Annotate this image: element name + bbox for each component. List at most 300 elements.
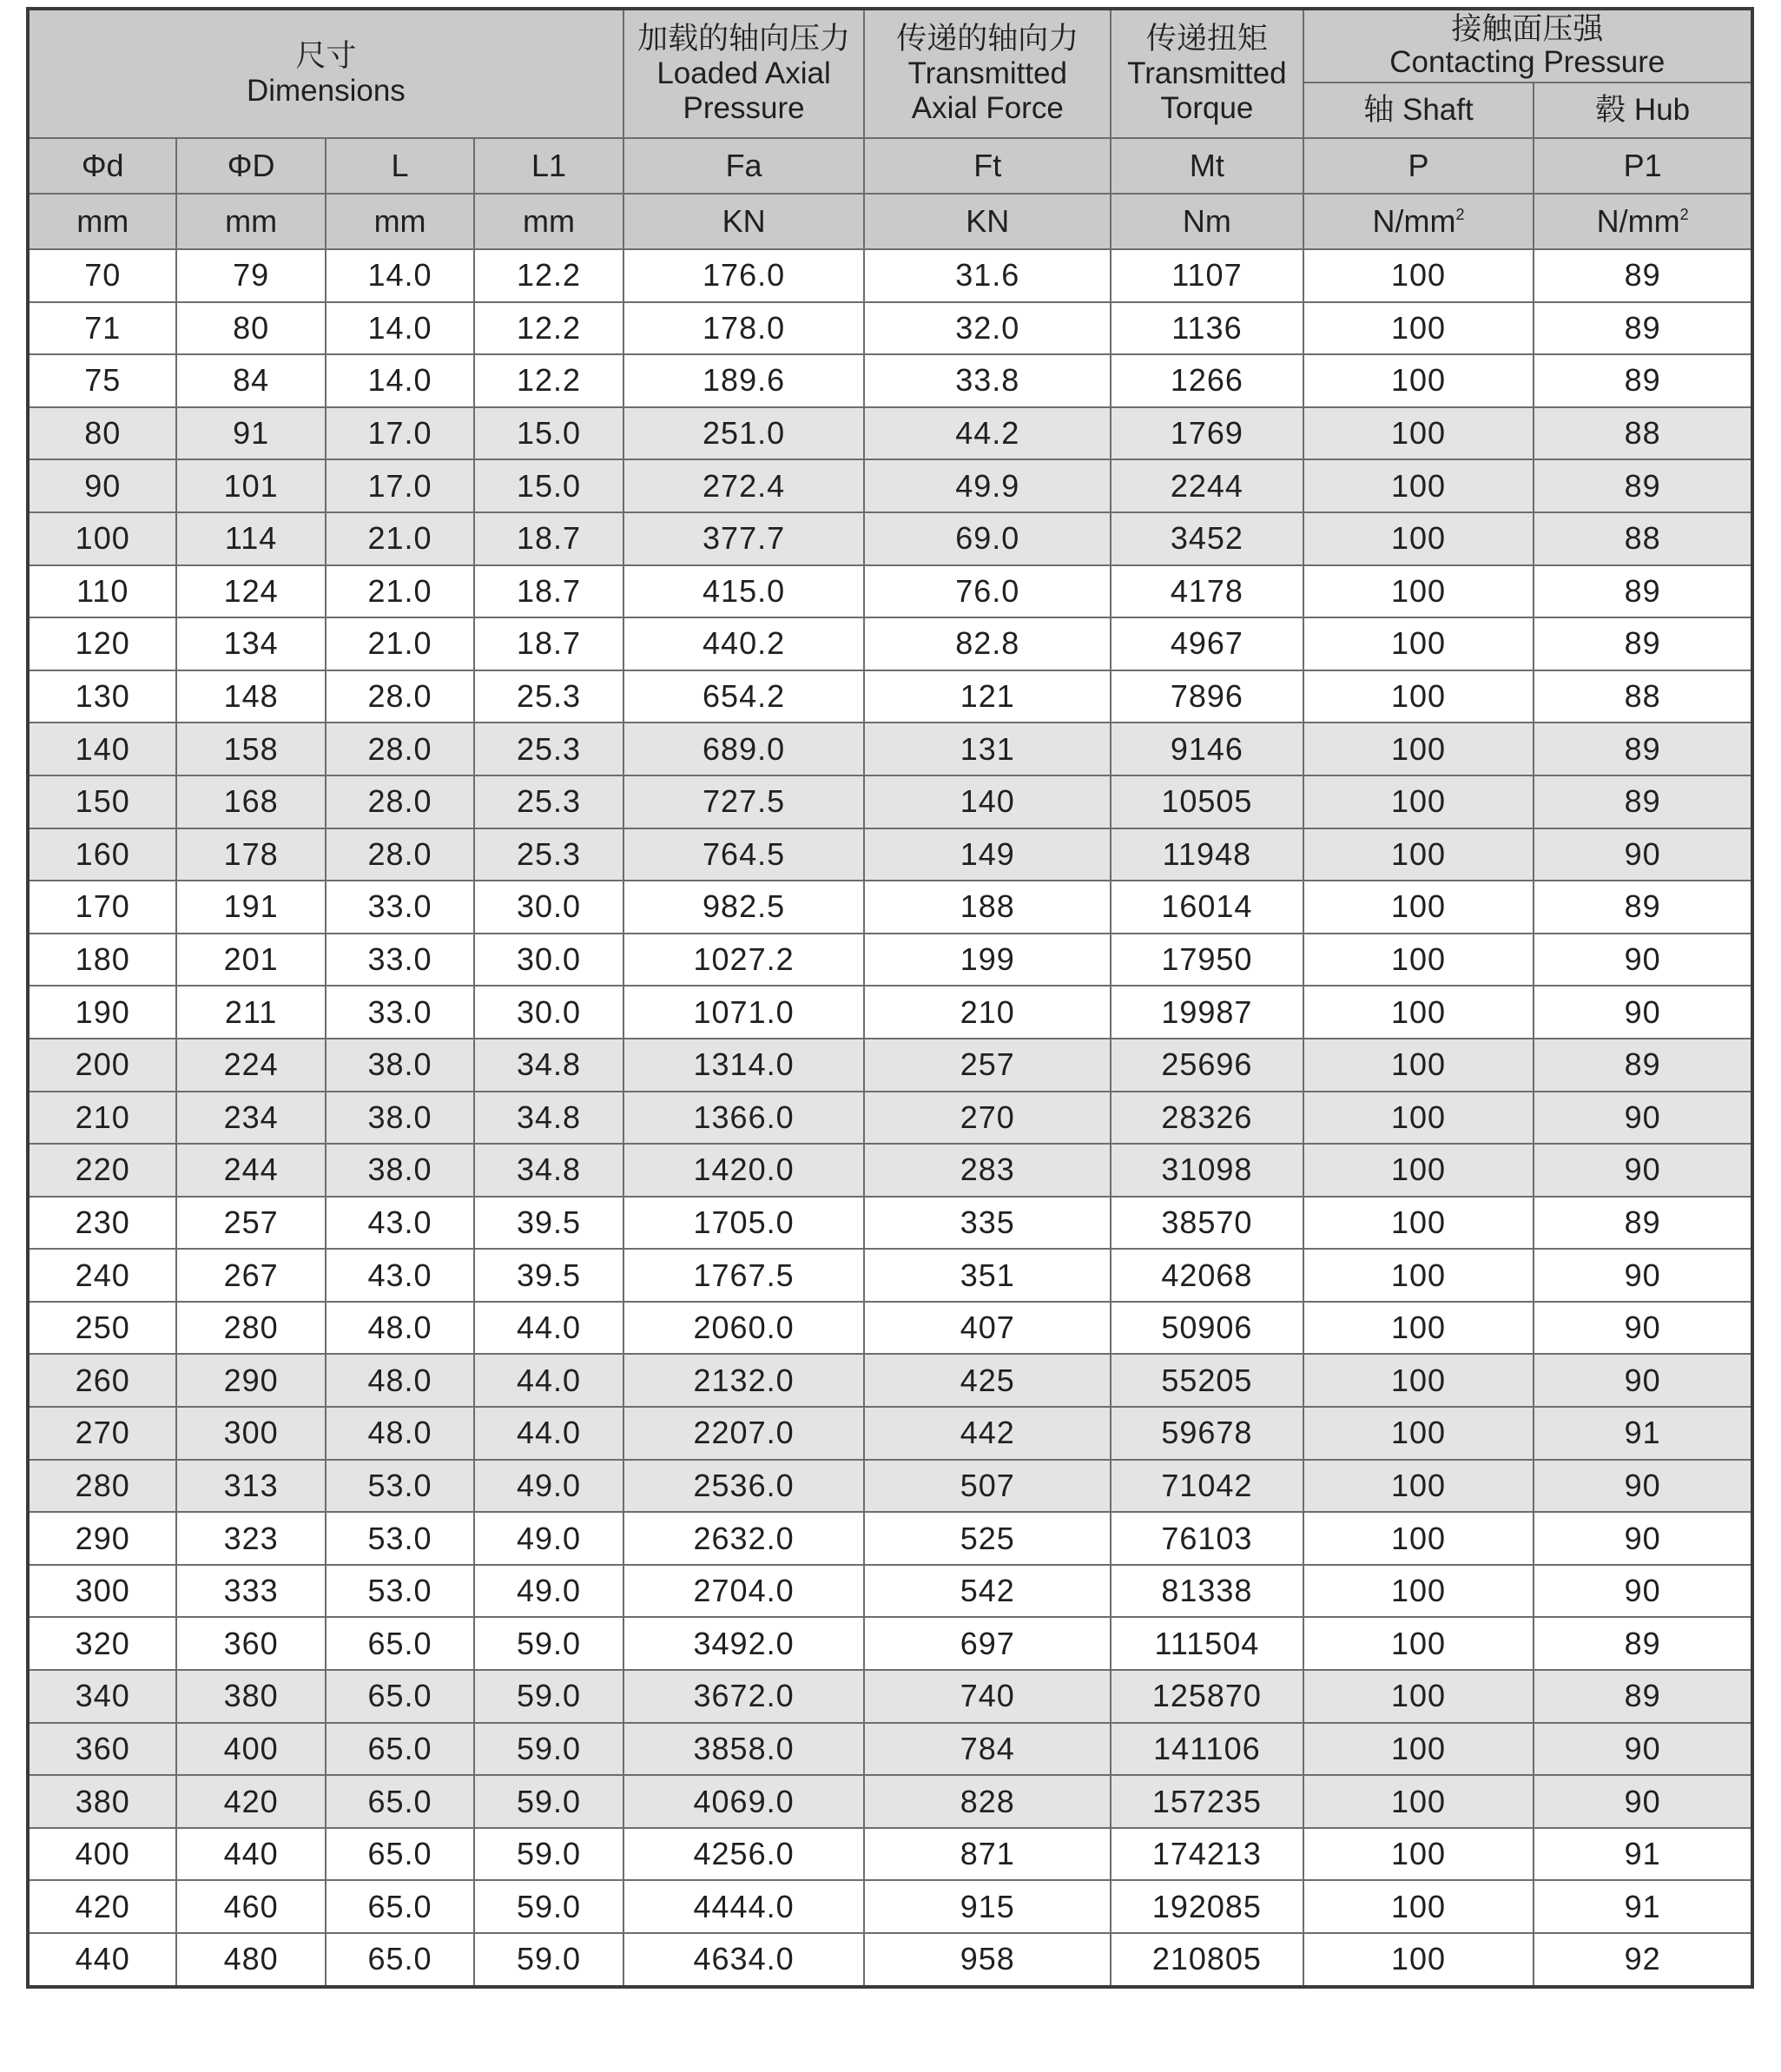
- table-cell: 59.0: [474, 1617, 623, 1670]
- table-cell: 176.0: [623, 249, 865, 302]
- table-cell: 400: [176, 1723, 325, 1776]
- table-cell: 9146: [1111, 723, 1303, 775]
- table-cell: 91: [1534, 1407, 1752, 1460]
- table-cell: 211: [176, 986, 325, 1039]
- table-cell: 17.0: [326, 407, 474, 460]
- header-contacting-pressure-zh: 接触面压强: [1451, 12, 1604, 46]
- unit-text: N/mm: [1372, 203, 1456, 239]
- table-cell: 689.0: [623, 723, 865, 775]
- table-cell: 44.0: [474, 1407, 623, 1460]
- table-cell: 100: [1303, 1354, 1534, 1407]
- table-cell: 130: [28, 670, 176, 723]
- table-cell: 210805: [1111, 1933, 1303, 1987]
- table-cell: 210: [864, 986, 1111, 1039]
- table-cell: 91: [1534, 1828, 1752, 1881]
- table-cell: 34.8: [474, 1144, 623, 1197]
- table-cell: 174213: [1111, 1828, 1303, 1881]
- table-row: [28, 1828, 1752, 1881]
- table-cell: 31098: [1111, 1144, 1303, 1197]
- table-cell: 190: [28, 986, 176, 1039]
- unit-cell: mm: [28, 194, 176, 249]
- table-cell: 53.0: [326, 1460, 474, 1513]
- table-cell: 124: [176, 565, 325, 618]
- table-cell: 17.0: [326, 459, 474, 512]
- table-cell: 39.5: [474, 1249, 623, 1302]
- table-cell: 2132.0: [623, 1354, 865, 1407]
- table-cell: 250: [28, 1302, 176, 1355]
- table-row: [28, 1354, 1752, 1407]
- symbol-cell: ΦD: [176, 138, 325, 194]
- table-cell: 90: [1534, 1249, 1752, 1302]
- table-cell: 49.9: [864, 459, 1111, 512]
- table-cell: 70: [28, 249, 176, 302]
- table-cell: 89: [1534, 1670, 1752, 1723]
- table-cell: 440: [28, 1933, 176, 1987]
- unit-cell: KN: [623, 194, 865, 249]
- table-cell: 100: [1303, 1144, 1534, 1197]
- table-cell: 440: [176, 1828, 325, 1881]
- table-row: [28, 302, 1752, 355]
- table-cell: 100: [1303, 459, 1534, 512]
- table-cell: 100: [1303, 1880, 1534, 1933]
- table-cell: 101: [176, 459, 325, 512]
- table-cell: 360: [28, 1723, 176, 1776]
- table-cell: 260: [28, 1354, 176, 1407]
- table-cell: 92: [1534, 1933, 1752, 1987]
- table-cell: 4256.0: [623, 1828, 865, 1881]
- table-cell: 210: [28, 1092, 176, 1145]
- table-cell: 90: [1534, 934, 1752, 987]
- table-cell: 100: [1303, 1723, 1534, 1776]
- table-cell: 48.0: [326, 1407, 474, 1460]
- table-cell: 100: [1303, 1617, 1534, 1670]
- table-row: [28, 1144, 1752, 1197]
- table-cell: 84: [176, 354, 325, 407]
- table-cell: 415.0: [623, 565, 865, 618]
- table-cell: 75: [28, 354, 176, 407]
- table-cell: 88: [1534, 670, 1752, 723]
- table-cell: 21.0: [326, 512, 474, 565]
- table-cell: 100: [1303, 1460, 1534, 1513]
- table-row: [28, 934, 1752, 987]
- table-cell: 168: [176, 775, 325, 828]
- table-cell: 740: [864, 1670, 1111, 1723]
- table-cell: 100: [1303, 934, 1534, 987]
- table-cell: 65.0: [326, 1828, 474, 1881]
- table-cell: 100: [1303, 1249, 1534, 1302]
- table-row: [28, 775, 1752, 828]
- table-cell: 89: [1534, 1039, 1752, 1092]
- table-cell: 14.0: [326, 249, 474, 302]
- table-cell: 125870: [1111, 1670, 1303, 1723]
- header-loaded-axial-en1: Loaded Axial: [656, 56, 831, 90]
- table-cell: 42068: [1111, 1249, 1303, 1302]
- table-cell: 2704.0: [623, 1565, 865, 1618]
- table-cell: 100: [1303, 1302, 1534, 1355]
- table-row: [28, 1565, 1752, 1618]
- table-cell: 440.2: [623, 617, 865, 670]
- table-cell: 49.0: [474, 1460, 623, 1513]
- table-cell: 25.3: [474, 670, 623, 723]
- table-cell: 158: [176, 723, 325, 775]
- table-cell: 50906: [1111, 1302, 1303, 1355]
- table-row: [28, 670, 1752, 723]
- unit-superscript: 2: [1679, 206, 1689, 223]
- table-cell: 244: [176, 1144, 325, 1197]
- table-cell: 14.0: [326, 354, 474, 407]
- table-cell: 460: [176, 1880, 325, 1933]
- table-row: [28, 354, 1752, 407]
- table-cell: 80: [28, 407, 176, 460]
- table-cell: 28.0: [326, 670, 474, 723]
- table-cell: 18.7: [474, 565, 623, 618]
- table-cell: 39.5: [474, 1197, 623, 1250]
- table-cell: 100: [1303, 723, 1534, 775]
- table-cell: 80: [176, 302, 325, 355]
- table-cell: 192085: [1111, 1880, 1303, 1933]
- table-cell: 148: [176, 670, 325, 723]
- table-cell: 1027.2: [623, 934, 865, 987]
- table-cell: 2207.0: [623, 1407, 865, 1460]
- table-cell: 34.8: [474, 1092, 623, 1145]
- table-cell: 89: [1534, 565, 1752, 618]
- table-cell: 110: [28, 565, 176, 618]
- table-cell: 91: [176, 407, 325, 460]
- header-contacting-pressure: [1303, 9, 1752, 82]
- table-cell: 59.0: [474, 1933, 623, 1987]
- table-cell: 114: [176, 512, 325, 565]
- table-cell: 1366.0: [623, 1092, 865, 1145]
- table-cell: 280: [28, 1460, 176, 1513]
- table-cell: 33.0: [326, 934, 474, 987]
- table-cell: 871: [864, 1828, 1111, 1881]
- table-cell: 100: [1303, 670, 1534, 723]
- symbol-cell: Mt: [1111, 138, 1303, 194]
- table-cell: 100: [1303, 1775, 1534, 1828]
- header-contacting-pressure-en: Contacting Pressure: [1389, 45, 1666, 79]
- table-cell: 480: [176, 1933, 325, 1987]
- table-cell: 100: [1303, 1407, 1534, 1460]
- header-loaded-axial-zh: 加载的轴向压力: [637, 22, 851, 56]
- table-cell: 15.0: [474, 407, 623, 460]
- table-cell: 140: [864, 775, 1111, 828]
- table-cell: 90: [1534, 1302, 1752, 1355]
- table-cell: 915: [864, 1880, 1111, 1933]
- table-cell: 25.3: [474, 723, 623, 775]
- table-cell: 59.0: [474, 1723, 623, 1776]
- table-row: [28, 1092, 1752, 1145]
- table-cell: 149: [864, 828, 1111, 881]
- table-cell: 100: [1303, 565, 1534, 618]
- table-cell: 18.7: [474, 617, 623, 670]
- table-cell: 407: [864, 1302, 1111, 1355]
- table-row: [28, 1670, 1752, 1723]
- table-cell: 100: [1303, 1565, 1534, 1618]
- table-cell: 34.8: [474, 1039, 623, 1092]
- symbol-cell: P: [1303, 138, 1534, 194]
- table-cell: 49.0: [474, 1565, 623, 1618]
- table-cell: 14.0: [326, 302, 474, 355]
- table-cell: 100: [1303, 1670, 1534, 1723]
- table-cell: 982.5: [623, 881, 865, 934]
- table-cell: 283: [864, 1144, 1111, 1197]
- table-row: [28, 249, 1752, 302]
- header-transmitted-axial-en1: Transmitted: [907, 56, 1068, 90]
- table-cell: 90: [1534, 1775, 1752, 1828]
- table-cell: 100: [1303, 249, 1534, 302]
- table-cell: 100: [1303, 512, 1534, 565]
- table-cell: 2632.0: [623, 1512, 865, 1565]
- table-cell: 89: [1534, 249, 1752, 302]
- table-cell: 240: [28, 1249, 176, 1302]
- table-cell: 25.3: [474, 775, 623, 828]
- table-cell: 380: [28, 1775, 176, 1828]
- table-cell: 28.0: [326, 828, 474, 881]
- table-cell: 79: [176, 249, 325, 302]
- table-cell: 131: [864, 723, 1111, 775]
- table-cell: 323: [176, 1512, 325, 1565]
- table-cell: 958: [864, 1933, 1111, 1987]
- table-cell: 180: [28, 934, 176, 987]
- table-row: [28, 986, 1752, 1039]
- table-row: [28, 1460, 1752, 1513]
- header-unit-row: [28, 194, 1752, 249]
- table-cell: 380: [176, 1670, 325, 1723]
- symbol-cell: L: [326, 138, 474, 194]
- table-cell: 82.8: [864, 617, 1111, 670]
- table-cell: 90: [1534, 1354, 1752, 1407]
- table-cell: 17950: [1111, 934, 1303, 987]
- table-cell: 727.5: [623, 775, 865, 828]
- table-cell: 89: [1534, 302, 1752, 355]
- table-cell: 100: [1303, 302, 1534, 355]
- table-cell: 31.6: [864, 249, 1111, 302]
- table-cell: 1705.0: [623, 1197, 865, 1250]
- table-cell: 100: [1303, 617, 1534, 670]
- unit-text: N/mm: [1596, 203, 1680, 239]
- spec-table: [26, 7, 1754, 1989]
- table-cell: 3492.0: [623, 1617, 865, 1670]
- table-cell: 3672.0: [623, 1670, 865, 1723]
- table-cell: 340: [28, 1670, 176, 1723]
- table-cell: 59678: [1111, 1407, 1303, 1460]
- table-cell: 140: [28, 723, 176, 775]
- table-cell: 2536.0: [623, 1460, 865, 1513]
- table-cell: 100: [1303, 828, 1534, 881]
- header-shaft: 轴 Shaft: [1303, 82, 1534, 138]
- header-transmitted-axial-en2: Axial Force: [911, 91, 1064, 125]
- table-cell: 280: [176, 1302, 325, 1355]
- table-cell: 7896: [1111, 670, 1303, 723]
- table-cell: 4634.0: [623, 1933, 865, 1987]
- table-cell: 1266: [1111, 354, 1303, 407]
- table-cell: 90: [1534, 1144, 1752, 1197]
- symbol-cell: Φd: [28, 138, 176, 194]
- table-cell: 1314.0: [623, 1039, 865, 1092]
- table-cell: 81338: [1111, 1565, 1303, 1618]
- table-cell: 150: [28, 775, 176, 828]
- table-cell: 11948: [1111, 828, 1303, 881]
- table-cell: 300: [28, 1565, 176, 1618]
- table-cell: 4069.0: [623, 1775, 865, 1828]
- unit-cell: KN: [864, 194, 1111, 249]
- table-row: [28, 881, 1752, 934]
- table-cell: 257: [864, 1039, 1111, 1092]
- table-cell: 100: [1303, 1828, 1534, 1881]
- header-dimensions: [28, 9, 623, 138]
- table-cell: 320: [28, 1617, 176, 1670]
- table-row: [28, 512, 1752, 565]
- table-cell: 230: [28, 1197, 176, 1250]
- table-cell: 59.0: [474, 1828, 623, 1881]
- table-cell: 300: [176, 1407, 325, 1460]
- table-cell: 507: [864, 1460, 1111, 1513]
- table-cell: 53.0: [326, 1565, 474, 1618]
- table-cell: 25.3: [474, 828, 623, 881]
- table-cell: 43.0: [326, 1197, 474, 1250]
- table-cell: 100: [28, 512, 176, 565]
- table-cell: 542: [864, 1565, 1111, 1618]
- table-row: [28, 1880, 1752, 1933]
- table-cell: 90: [1534, 828, 1752, 881]
- table-cell: 90: [1534, 1723, 1752, 1776]
- table-cell: 76.0: [864, 565, 1111, 618]
- table-cell: 100: [1303, 1039, 1534, 1092]
- table-cell: 377.7: [623, 512, 865, 565]
- table-cell: 4444.0: [623, 1880, 865, 1933]
- table-cell: 30.0: [474, 881, 623, 934]
- table-cell: 89: [1534, 1617, 1752, 1670]
- table-cell: 189.6: [623, 354, 865, 407]
- table-cell: 38.0: [326, 1092, 474, 1145]
- table-row: [28, 1723, 1752, 1776]
- table-row: [28, 1302, 1752, 1355]
- table-cell: 65.0: [326, 1880, 474, 1933]
- table-cell: 199: [864, 934, 1111, 987]
- header-dimensions-en: Dimensions: [246, 74, 406, 108]
- table-cell: 697: [864, 1617, 1111, 1670]
- table-row: [28, 617, 1752, 670]
- table-cell: 59.0: [474, 1880, 623, 1933]
- table-cell: 200: [28, 1039, 176, 1092]
- table-cell: 1071.0: [623, 986, 865, 1039]
- table-cell: 333: [176, 1565, 325, 1618]
- table-cell: 4178: [1111, 565, 1303, 618]
- unit-cell: Nm: [1111, 194, 1303, 249]
- header-dimensions-zh: 尺寸: [295, 39, 357, 73]
- table-cell: 90: [28, 459, 176, 512]
- unit-cell-shaft: [1303, 194, 1534, 249]
- table-cell: 69.0: [864, 512, 1111, 565]
- table-cell: 3858.0: [623, 1723, 865, 1776]
- table-cell: 65.0: [326, 1670, 474, 1723]
- unit-cell: mm: [176, 194, 325, 249]
- table-cell: 90: [1534, 1512, 1752, 1565]
- table-cell: 44.0: [474, 1354, 623, 1407]
- table-cell: 1769: [1111, 407, 1303, 460]
- table-cell: 442: [864, 1407, 1111, 1460]
- header-loaded-axial-en2: Pressure: [683, 91, 805, 125]
- table-cell: 191: [176, 881, 325, 934]
- table-cell: 111504: [1111, 1617, 1303, 1670]
- table-cell: 59.0: [474, 1670, 623, 1723]
- table-cell: 121: [864, 670, 1111, 723]
- table-cell: 30.0: [474, 934, 623, 987]
- table-cell: 257: [176, 1197, 325, 1250]
- table-cell: 313: [176, 1460, 325, 1513]
- table-row: [28, 1617, 1752, 1670]
- table-cell: 12.2: [474, 249, 623, 302]
- table-cell: 89: [1534, 775, 1752, 828]
- table-cell: 89: [1534, 354, 1752, 407]
- table-cell: 270: [28, 1407, 176, 1460]
- table-cell: 420: [176, 1775, 325, 1828]
- table-cell: 33.0: [326, 881, 474, 934]
- table-row: [28, 828, 1752, 881]
- unit-cell: mm: [326, 194, 474, 249]
- table-cell: 89: [1534, 459, 1752, 512]
- table-cell: 12.2: [474, 354, 623, 407]
- table-cell: 2060.0: [623, 1302, 865, 1355]
- table-cell: 1136: [1111, 302, 1303, 355]
- table-cell: 224: [176, 1039, 325, 1092]
- table-cell: 234: [176, 1092, 325, 1145]
- unit-superscript: 2: [1455, 206, 1465, 223]
- table-cell: 90: [1534, 986, 1752, 1039]
- table-cell: 120: [28, 617, 176, 670]
- table-cell: 272.4: [623, 459, 865, 512]
- table-cell: 18.7: [474, 512, 623, 565]
- table-row: [28, 1933, 1752, 1987]
- table-cell: 290: [28, 1512, 176, 1565]
- header-transmitted-torque: [1111, 9, 1303, 138]
- table-cell: 33.8: [864, 354, 1111, 407]
- table-cell: 100: [1303, 1933, 1534, 1987]
- table-cell: 100: [1303, 986, 1534, 1039]
- header-transmitted-axial-zh: 传递的轴向力: [896, 22, 1079, 56]
- table-cell: 88: [1534, 407, 1752, 460]
- table-cell: 157235: [1111, 1775, 1303, 1828]
- header-hub: 毂 Hub: [1534, 82, 1752, 138]
- table-cell: 141106: [1111, 1723, 1303, 1776]
- table-cell: 100: [1303, 1512, 1534, 1565]
- header-transmitted-torque-en2: Torque: [1160, 91, 1254, 125]
- table-cell: 91: [1534, 1880, 1752, 1933]
- table-cell: 100: [1303, 1092, 1534, 1145]
- table-body: [28, 249, 1752, 1987]
- table-cell: 90: [1534, 1565, 1752, 1618]
- table-cell: 90: [1534, 1460, 1752, 1513]
- table-cell: 160: [28, 828, 176, 881]
- table-cell: 19987: [1111, 986, 1303, 1039]
- table-cell: 3452: [1111, 512, 1303, 565]
- table-cell: 48.0: [326, 1302, 474, 1355]
- table-row: [28, 459, 1752, 512]
- table-cell: 33.0: [326, 986, 474, 1039]
- header-loaded-axial: [623, 9, 865, 138]
- table-cell: 44.0: [474, 1302, 623, 1355]
- table-cell: 15.0: [474, 459, 623, 512]
- table-cell: 654.2: [623, 670, 865, 723]
- table-cell: 251.0: [623, 407, 865, 460]
- table-cell: 360: [176, 1617, 325, 1670]
- table-cell: 21.0: [326, 617, 474, 670]
- table-row: [28, 1512, 1752, 1565]
- table-cell: 28.0: [326, 723, 474, 775]
- table-cell: 201: [176, 934, 325, 987]
- table-cell: 267: [176, 1249, 325, 1302]
- table-cell: 38.0: [326, 1144, 474, 1197]
